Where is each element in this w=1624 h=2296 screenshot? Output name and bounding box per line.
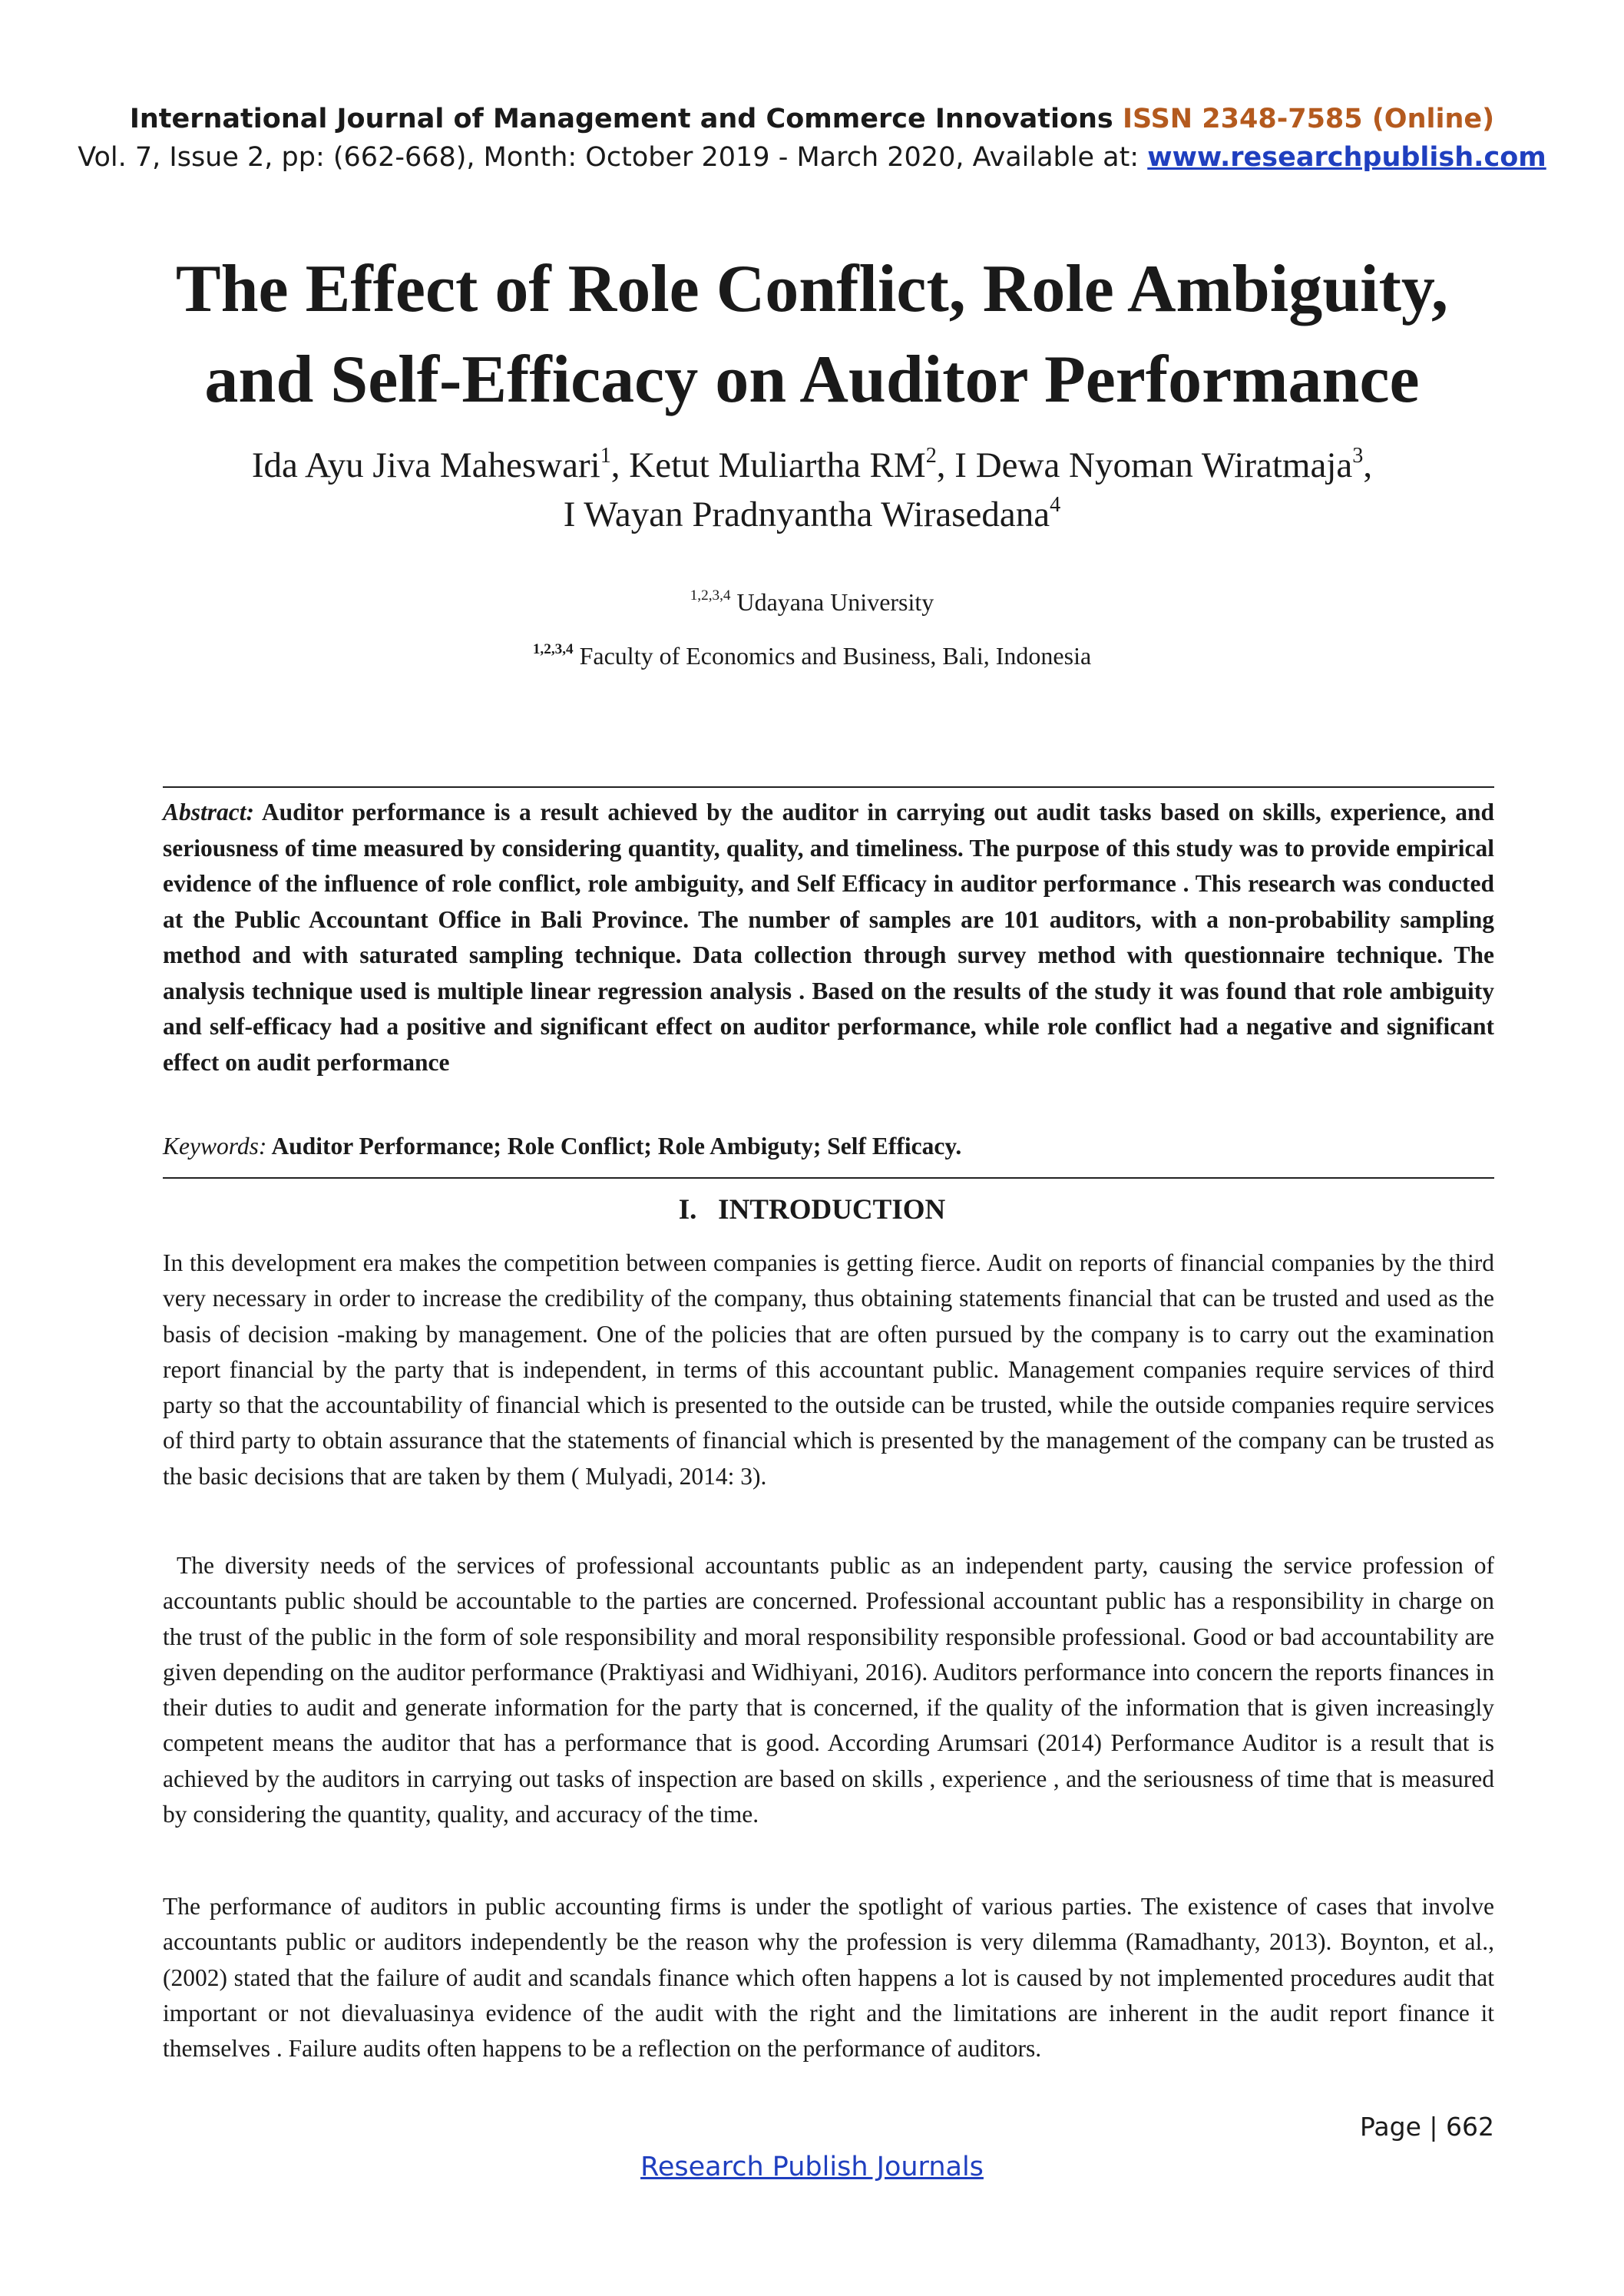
university-name: Udayana University <box>730 588 934 616</box>
journal-issn: ISSN 2348-7585 (Online) <box>1122 104 1495 134</box>
author-4-sup: 4 <box>1050 492 1061 517</box>
faculty-name: Faculty of Economics and Business, Bali, Indonesia <box>573 642 1092 670</box>
abstract-bottom-rule <box>163 1177 1494 1179</box>
keywords-label: Keywords: <box>163 1133 267 1160</box>
author-line-2 <box>0 490 1624 539</box>
journal-url-link[interactable]: www.researchpublish.com <box>1147 142 1546 173</box>
intro-paragraph-3: The performance of auditors in public accounting firms is under the spotlight of various parties. The existence of cases that involve accountants public or auditors independently be the reason why the profession is very dilemma (Ramadhanty, 2013). Boynton, et al., (2002) stated that the failure of audit and scandals finance which often happens a lot is caused by not implemented procedures audit that important or not dievaluasinya evidence of the audit with the right and the limitations are inherent in the audit report finance it themselves . Failure audits often happens to be a reflection on the performance of auditors. <box>163 1893 1494 2063</box>
author-2: , Ketut Muliartha RM <box>610 445 926 485</box>
keywords-text: Auditor Performance; Role Conflict; Role Ambiguty; Self Efficacy. <box>266 1133 962 1160</box>
author-3-comma: , <box>1363 445 1373 485</box>
author-1-sup: 1 <box>600 443 611 468</box>
journal-volume-line <box>0 138 1624 177</box>
abstract-block <box>163 795 1494 1080</box>
author-3: , I Dewa Nyoman Wiratmaja <box>936 445 1353 485</box>
title-line-1: The Effect of Role Conflict, Role Ambiguity, <box>175 252 1449 326</box>
intro-paragraph-1: In this development era makes the competition between companies is getting fierce. Audit on reports of financial companies by the third very necessary in order to increase the credibility of the company, thus obtaining statements financial that can be trusted and used as the basis of decision -making by management. One of the policies that are often pursued by the company is to carry out the examination report financial by the party that is independent, in terms of this accountant public. Management companies require services of third party so that the accountability of financial which is presented to the outside can be trusted, while the outside companies require services of third party to obtain assurance that the statements of financial which is presented by the management of the company can be trusted as the basic decisions that are taken by them ( Mulyadi, 2014: 3). <box>163 1249 1494 1490</box>
author-line-1 <box>0 441 1624 490</box>
affiliation-sup: 1,2,3,4 <box>690 587 731 604</box>
intro-paragraph-2: The diversity needs of the services of professional accountants public as an independent party, causing the service profession of accountants public should be accountable to the parties are concerned. Professional accountant public has a responsibility in charge on the trust of the public in the form of sole responsibility and moral responsibility responsible professional. Good or bad accountability are given depending on the auditor performance (Praktiyasi and Widhiyani, 2016). Auditors performance into concern the reports finances in their duties to audit and generate information for the party that is concerned, if the quality of the information that is given increasingly competent means the auditor that has a performance that is good. According Arumsari (2014) Performance Auditor is a result that is achieved by the auditors in carrying out tasks of inspection are based on skills , experience , and the seriousness of time that is measured by considering the quantity, quality, and accuracy of the time. <box>163 1552 1494 1828</box>
affiliation-sup: 1,2,3,4 <box>532 641 574 658</box>
paper-title <box>0 244 1624 425</box>
title-line-2: and Self-Efficacy on Auditor Performance <box>204 342 1420 417</box>
author-3-sup: 3 <box>1352 443 1364 468</box>
journal-header <box>0 100 1624 177</box>
author-2-sup: 2 <box>925 443 937 468</box>
journal-title-line <box>0 100 1624 138</box>
abstract-label: Abstract: <box>163 799 255 825</box>
affiliation-faculty <box>0 639 1624 673</box>
author-list <box>0 441 1624 539</box>
keywords-block <box>163 1129 1494 1164</box>
page-number: Page | 662 <box>1360 2112 1494 2142</box>
author-1: Ida Ayu Jiva Maheswari <box>251 445 600 485</box>
abstract-top-rule <box>163 786 1494 788</box>
affiliation-university <box>0 585 1624 619</box>
author-4: I Wayan Pradnyantha Wirasedana <box>563 495 1050 534</box>
section-heading-introduction: I. INTRODUCTION <box>678 1194 946 1226</box>
publisher-footer-link[interactable]: Research Publish Journals <box>640 2152 984 2182</box>
volume-info: Vol. 7, Issue 2, pp: (662-668), Month: October 2019 - March 2020, Available at: <box>78 142 1148 173</box>
abstract-text: Auditor performance is a result achieved by the auditor in carrying out audit tasks based on skills, experience, and seriousness of time measured by considering quantity, quality, and timeliness. The purpose of this study was to provide empirical evidence of the influence of role conflict, role ambiguity, and Self Efficacy in auditor performance . This research was conducted at the Public Accountant Office in Bali Province. The number of samples are 101 auditors, with a non-probability sampling method and with saturated sampling technique. Data collection through survey method with questionnaire technique. The analysis technique used is multiple linear regression analysis . Based on the results of the study it was found that role ambiguity and self-efficacy had a positive and significant effect on auditor performance, while role conflict had a negative and significant effect on audit performance <box>163 799 1494 1076</box>
journal-name: International Journal of Management and Commerce Innovations <box>129 104 1113 134</box>
